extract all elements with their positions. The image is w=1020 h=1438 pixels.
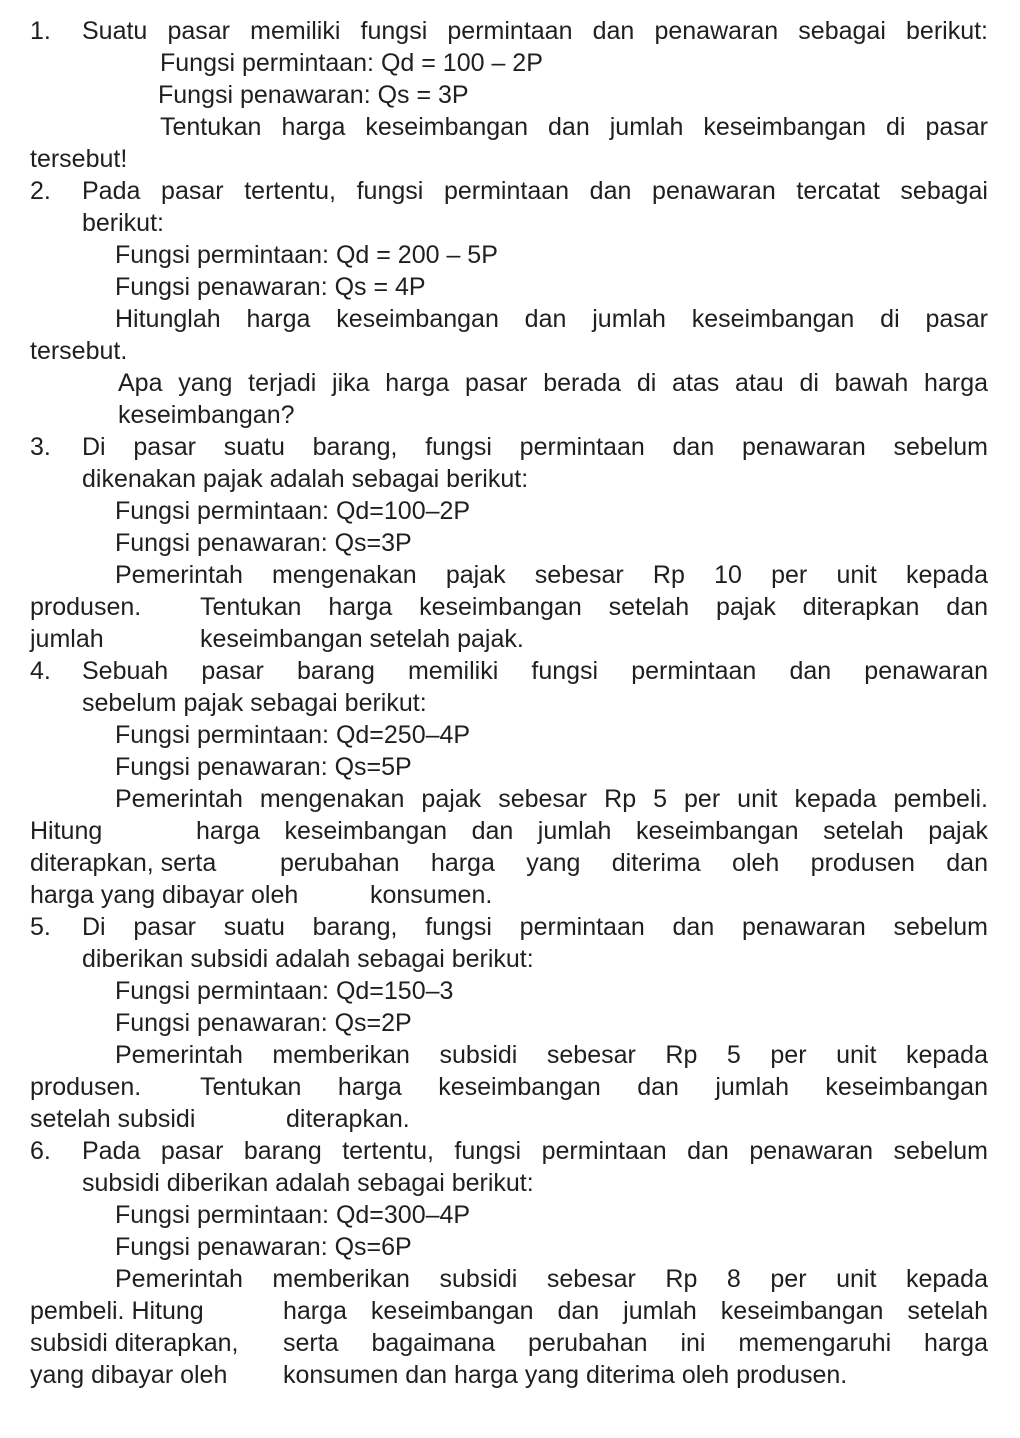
- line-lead: diterapkan, serta: [30, 849, 217, 877]
- line-text: Fungsi penawaran: Qs = 3P: [158, 81, 469, 109]
- document-line: [30, 79, 988, 111]
- line-text: Pemerintah memberikan subsidi sebesar Rp 8 per unit kepada: [115, 1265, 988, 1293]
- line-text: dikenakan pajak adalah sebagai berikut:: [82, 465, 529, 493]
- document-line: [30, 1231, 988, 1263]
- document-line: [30, 111, 988, 143]
- line-lead: produsen.: [30, 1073, 142, 1101]
- line-text: Fungsi permintaan: Qd=250–4P: [115, 721, 471, 749]
- line-lead: subsidi diterapkan,: [30, 1329, 239, 1357]
- document-line: [30, 1039, 988, 1071]
- item-number: 2.: [30, 177, 51, 205]
- line-text: Tentukan harga keseimbangan dan jumlah keseimbangan: [200, 1073, 988, 1101]
- document-line: [30, 1135, 988, 1167]
- document-line: [30, 367, 988, 399]
- line-text: Pemerintah mengenakan pajak sebesar Rp 10 per unit kepada: [115, 561, 988, 589]
- line-lead: produsen.: [30, 593, 142, 621]
- line-text: Fungsi penawaran: Qs = 4P: [115, 273, 426, 301]
- line-text: harga keseimbangan dan jumlah keseimbangan setelah: [283, 1297, 988, 1325]
- line-text: Pemerintah mengenakan pajak sebesar Rp 5 per unit kepada pembeli.: [115, 785, 988, 813]
- line-text: Fungsi permintaan: Qd = 100 – 2P: [160, 49, 543, 77]
- line-text: Fungsi permintaan: Qd=300–4P: [115, 1201, 471, 1229]
- line-text: konsumen.: [370, 881, 493, 909]
- item-number: 6.: [30, 1137, 51, 1165]
- document-line: [30, 975, 988, 1007]
- document-line: [30, 655, 988, 687]
- document-line: [30, 303, 988, 335]
- line-lead: pembeli. Hitung: [30, 1297, 204, 1325]
- document-line: [30, 719, 988, 751]
- document-line: [30, 559, 988, 591]
- line-text: Pemerintah memberikan subsidi sebesar Rp 5 per unit kepada: [115, 1041, 988, 1069]
- document-line: [30, 1071, 988, 1103]
- line-text: Apa yang terjadi jika harga pasar berada di atas atau di bawah harga: [118, 369, 988, 397]
- document-lines: [30, 15, 988, 1391]
- line-text: Pada pasar tertentu, fungsi permintaan dan penawaran tercatat sebagai: [82, 177, 988, 205]
- document-line: [30, 1359, 988, 1391]
- document-line: [30, 431, 988, 463]
- line-text: Tentukan harga keseimbangan setelah pajak diterapkan dan: [200, 593, 988, 621]
- line-lead: Hitung: [30, 817, 103, 845]
- document-line: [30, 623, 988, 655]
- line-text: konsumen dan harga yang diterima oleh produsen.: [283, 1361, 848, 1389]
- document-line: [30, 143, 988, 175]
- line-text: tersebut.: [30, 337, 128, 365]
- document-line: [30, 335, 988, 367]
- document-line: [30, 1199, 988, 1231]
- document-line: [30, 1263, 988, 1295]
- document-line: [30, 463, 988, 495]
- line-text: keseimbangan setelah pajak.: [200, 625, 524, 653]
- line-lead: jumlah: [30, 625, 104, 653]
- document-line: [30, 591, 988, 623]
- document-line: [30, 687, 988, 719]
- document-line: [30, 879, 988, 911]
- document-line: [30, 1295, 988, 1327]
- line-text: subsidi diberikan adalah sebagai berikut:: [82, 1169, 534, 1197]
- line-lead: harga yang dibayar oleh: [30, 881, 299, 909]
- document-line: [30, 527, 988, 559]
- line-text: Fungsi penawaran: Qs=6P: [115, 1233, 412, 1261]
- document-line: [30, 239, 988, 271]
- line-text: harga keseimbangan dan jumlah keseimbangan setelah pajak: [196, 817, 988, 845]
- document-line: [30, 1167, 988, 1199]
- line-text: keseimbangan?: [118, 401, 295, 429]
- document-line: [30, 783, 988, 815]
- document-line: [30, 271, 988, 303]
- document-line: [30, 207, 988, 239]
- document-line: [30, 943, 988, 975]
- line-text: diterapkan.: [286, 1105, 410, 1133]
- line-text: sebelum pajak sebagai berikut:: [82, 689, 427, 717]
- line-text: diberikan subsidi adalah sebagai berikut:: [82, 945, 534, 973]
- line-text: Fungsi permintaan: Qd = 200 – 5P: [115, 241, 498, 269]
- document-line: [30, 47, 988, 79]
- line-text: Fungsi permintaan: Qd=100–2P: [115, 497, 471, 525]
- line-text: Hitunglah harga keseimbangan dan jumlah keseimbangan di pasar: [115, 305, 988, 333]
- document-line: [30, 175, 988, 207]
- document-line: [30, 815, 988, 847]
- document-line: [30, 751, 988, 783]
- line-text: Fungsi penawaran: Qs=2P: [115, 1009, 412, 1037]
- line-text: serta bagaimana perubahan ini memengaruhi harga: [283, 1329, 988, 1357]
- line-text: tersebut!: [30, 145, 128, 173]
- document-line: [30, 15, 988, 47]
- line-text: perubahan harga yang diterima oleh produsen dan: [280, 849, 988, 877]
- item-number: 5.: [30, 913, 51, 941]
- line-text: Pada pasar barang tertentu, fungsi permintaan dan penawaran sebelum: [82, 1137, 988, 1165]
- line-text: Di pasar suatu barang, fungsi permintaan dan penawaran sebelum: [82, 913, 988, 941]
- document-line: [30, 1327, 988, 1359]
- line-text: Suatu pasar memiliki fungsi permintaan dan penawaran sebagai berikut:: [82, 17, 988, 45]
- line-lead: setelah subsidi: [30, 1105, 196, 1133]
- line-text: berikut:: [82, 209, 164, 237]
- document-line: [30, 495, 988, 527]
- item-number: 1.: [30, 17, 51, 45]
- line-text: Fungsi penawaran: Qs=5P: [115, 753, 412, 781]
- item-number: 3.: [30, 433, 51, 461]
- document-line: [30, 1007, 988, 1039]
- line-text: Tentukan harga keseimbangan dan jumlah keseimbangan di pasar: [160, 113, 988, 141]
- document-line: [30, 1103, 988, 1135]
- document-line: [30, 399, 988, 431]
- line-text: Sebuah pasar barang memiliki fungsi permintaan dan penawaran: [82, 657, 988, 685]
- line-text: Di pasar suatu barang, fungsi permintaan dan penawaran sebelum: [82, 433, 988, 461]
- line-text: Fungsi penawaran: Qs=3P: [115, 529, 412, 557]
- document-line: [30, 911, 988, 943]
- document-line: [30, 847, 988, 879]
- item-number: 4.: [30, 657, 51, 685]
- line-text: Fungsi permintaan: Qd=150–3: [115, 977, 454, 1005]
- line-lead: yang dibayar oleh: [30, 1361, 228, 1389]
